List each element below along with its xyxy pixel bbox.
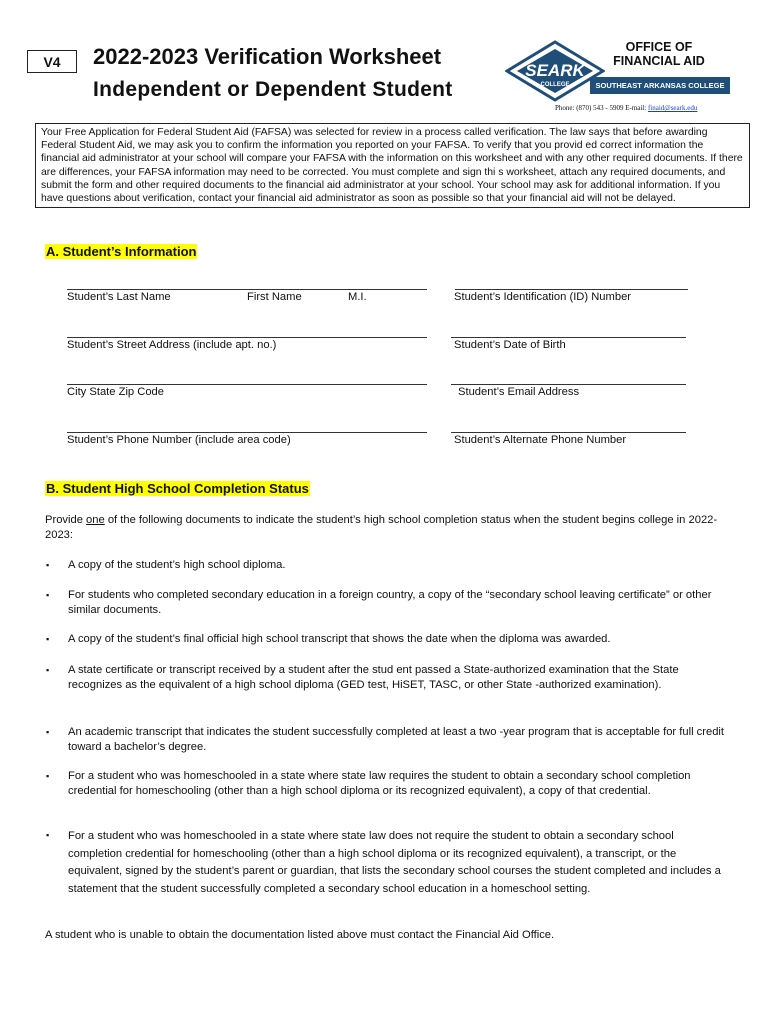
intro-post-text: of the following documents to indicate the student’s high school completion status when the student begins college in 2022-2023:: [45, 514, 718, 541]
phone-label: Student’s Phone Number (include area code): [67, 434, 291, 446]
first-name-label: First Name: [247, 291, 302, 303]
section-b-intro: [45, 513, 725, 543]
intro-underlined-text: one: [86, 514, 105, 526]
last-name-label: Student’s Last Name: [67, 291, 171, 303]
street-line[interactable]: [67, 337, 427, 338]
intro-box: Your Free Application for Federal Student Aid (FAFSA) was selected for review in a process called verification. The law says that before awarding Federal Student Aid, we may ask you to confirm the information you reported on your FAFSA. To verify that you provid ed correct information the financial aid administrator at your school will compare your FAFSA with the information on this worksheet and with any other required documents. If there are differences, your FAFSA information may need to be corrected. You must complete and sign thi s worksheet, attach any required documents, and submit the form and other required documents to the financial aid administrator at your school. Your school may ask for additional information. If you have questions about verification, contact your financial aid administrator as soon as possible so that your financial aid will not be delayed.: [35, 123, 750, 208]
section-b-heading: B. Student High School Completion Status: [46, 481, 309, 496]
office-title: [600, 40, 718, 68]
contact-phone: Phone: (870) 543 - 5909 E-mail:: [555, 104, 648, 112]
mi-label: M.I.: [348, 291, 367, 303]
bullet-item-2: For students who completed secondary education in a foreign country, a copy of the “secondary school leaving certificate” or other similar documents.: [68, 589, 712, 616]
street-label: Student’s Street Address (include apt. no.): [67, 339, 277, 351]
city-line[interactable]: [67, 384, 427, 385]
intro-pre-text: Provide: [45, 514, 87, 526]
bullet-item-6: For a student who was homeschooled in a state where state law requires the student to obtain a secondary school completion credential for homeschooling (other than a high school diploma or its recognized equivalent), a copy of that credential.: [68, 770, 691, 797]
last-name-line[interactable]: [67, 289, 427, 290]
office-line-1: OFFICE OF: [625, 40, 693, 54]
bullet-icon: ▪: [46, 830, 50, 840]
office-line-2: FINANCIAL AID: [613, 54, 705, 68]
page-title: 2022-2023 Verification Worksheet: [93, 44, 442, 69]
dob-label: Student’s Date of Birth: [454, 339, 566, 351]
student-id-label: Student’s Identification (ID) Number: [454, 291, 632, 303]
contact-line: [555, 104, 697, 112]
bullet-item-4: A state certificate or transcript received by a student after the stud ent passed a State-authorized examination that the State recognizes as the equivalent of a high school diploma (GED test, HiSET, TASC, or other State -authorized examination).: [68, 664, 679, 691]
email-line[interactable]: [451, 384, 686, 385]
section-a-heading: A. Student’s Information: [46, 244, 197, 259]
bullet-item-3: A copy of the student’s final official high school transcript that shows the date when the diploma was awarded.: [68, 633, 611, 645]
logo-text: SEARK: [525, 61, 585, 80]
email-label: Student’s Email Address: [458, 386, 580, 398]
dob-line[interactable]: [451, 337, 686, 338]
bullet-icon: ▪: [46, 634, 50, 644]
college-name-bar: SOUTHEAST ARKANSAS COLLEGE: [590, 77, 730, 94]
bullet-icon: ▪: [46, 590, 50, 600]
bullet-item-1: A copy of the student’s high school diploma.: [68, 559, 286, 571]
bullet-item-7: For a student who was homeschooled in a state where state law does not require the student to obtain a secondary school completion credential for homeschooling (other than a high school diploma or its recognized equivalent), a transcript, or the equivalent, signed by the student’s parent or guardian, that lists the secondary school courses the student completed and includes a statement that the student successfully completed a secondary school education in a homeschool setting.: [68, 830, 721, 895]
logo-subtext: COLLEGE: [540, 82, 570, 88]
city-label: City State Zip Code: [67, 386, 165, 398]
alt-phone-label: Student’s Alternate Phone Number: [454, 434, 627, 446]
student-id-line[interactable]: [455, 289, 688, 290]
bullet-icon: ▪: [46, 771, 50, 781]
version-label: V4: [27, 50, 77, 73]
bullet-icon: ▪: [46, 560, 50, 570]
bullet-item-5: An academic transcript that indicates the student successfully completed at least a two -year program that is acceptable for full credit toward a bachelor’s degree.: [68, 726, 725, 753]
bullet-icon: ▪: [46, 665, 50, 675]
contact-email-link[interactable]: finaid@seark.edu: [647, 104, 698, 112]
phone-line[interactable]: [67, 432, 427, 433]
bullet-icon: ▪: [46, 727, 50, 737]
closing-note: A student who is unable to obtain the documentation listed above must contact the Financial Aid Office.: [45, 929, 555, 941]
page-subtitle: Independent or Dependent Student: [93, 78, 453, 101]
alt-phone-line[interactable]: [451, 432, 686, 433]
